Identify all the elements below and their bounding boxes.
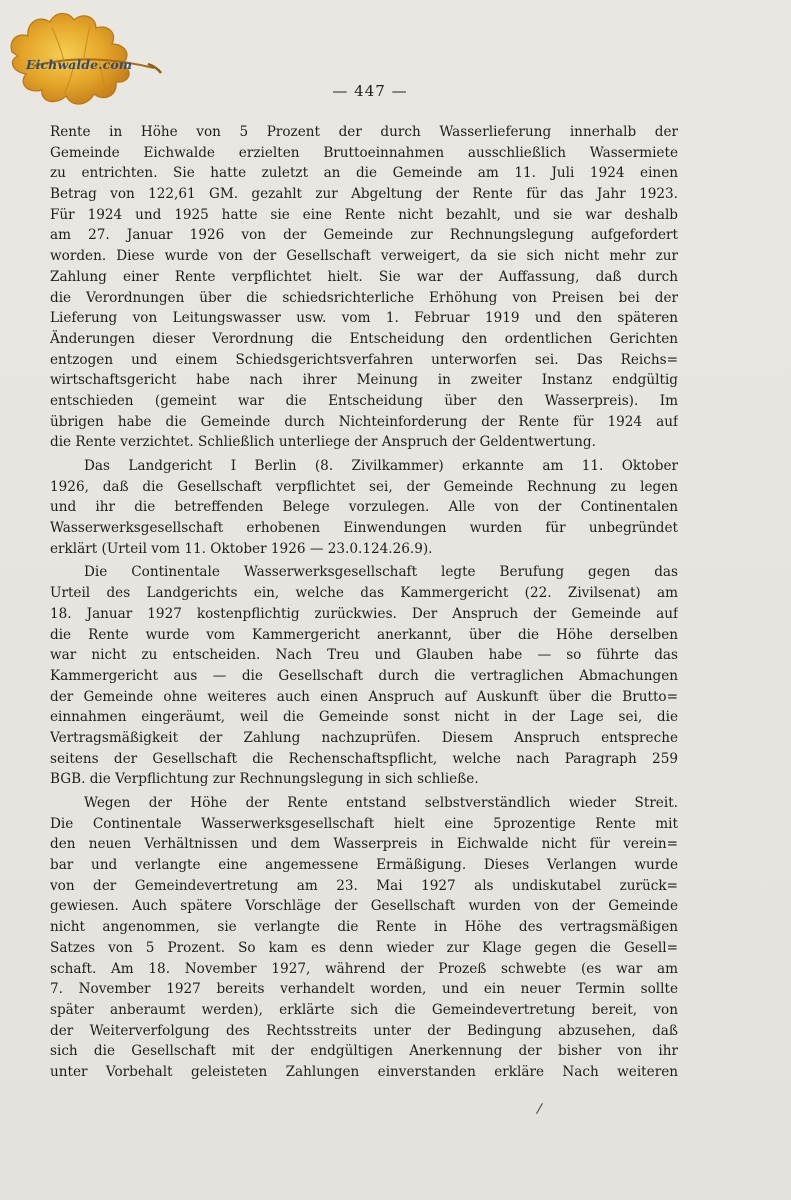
text-line: Wasserwerksgesellschaft erhobenen Einwendungen wurden für unbegründet	[50, 520, 678, 537]
text-line: und ihr die betreffenden Belege vorzulegen. Alle von der Continentalen	[50, 499, 678, 516]
text-line: 1926, daß die Gesellschaft verpflichtet sei, der Gemeinde Rechnung zu legen	[50, 478, 678, 495]
text-line: Die Continentale Wasserwerksgesellschaft hielt eine 5prozentige Rente mit	[50, 815, 678, 832]
text-line: Gemeinde Eichwalde erzielten Bruttoeinnahmen ausschließlich Wassermiete	[50, 144, 678, 161]
text-line: zu entrichten. Sie hatte zuletzt an die Gemeinde am 11. Juli 1924 einen	[50, 165, 678, 182]
text-line: gewiesen. Auch spätere Vorschläge der Gesellschaft wurden von der Gemeinde	[50, 898, 678, 915]
text-line: einnahmen eingeräumt, weil die Gemeinde sonst nicht in der Lage sei, die	[50, 709, 678, 726]
logo-text: Eichwalde.com	[26, 57, 133, 72]
text-line: worden. Diese wurde von der Gesellschaft verweigert, da sie sich nicht mehr zur	[50, 248, 678, 265]
pencil-mark: /	[535, 1100, 544, 1118]
text-line: Satzes von 5 Prozent. So kam es denn wieder zur Klage gegen die Gesell=	[50, 939, 678, 956]
text-line: die Rente verzichtet. Schließlich unterliege der Anspruch der Geldentwertung.	[50, 434, 596, 451]
text-line: Urteil des Landgerichts ein, welche das Kammergericht (22. Zivilsenat) am	[50, 585, 678, 602]
text-line: der Gemeinde ohne weiteres auch einen Anspruch auf Auskunft über die Brutto=	[50, 688, 678, 705]
paragraph-1	[50, 122, 678, 453]
body-text	[50, 122, 678, 1083]
text-line: sich die Gesellschaft mit der endgültigen Anerkennung der bisher von ihr	[50, 1043, 678, 1060]
text-line: bar und verlangte eine angemessene Ermäßigung. Dieses Verlangen wurde	[50, 857, 678, 874]
text-line: die Rente wurde vom Kammergericht anerkannt, über die Höhe derselben	[50, 626, 678, 643]
text-line: nicht angenommen, sie verlangte die Rente in Höhe des vertragsmäßigen	[50, 919, 678, 936]
text-line: 7. November 1927 bereits verhandelt worden, und ein neuer Termin sollte	[50, 981, 678, 998]
text-line: der Weiterverfolgung des Rechtsstreits unter der Bedingung abzusehen, daß	[50, 1022, 678, 1039]
text-line: unter Vorbehalt geleisteten Zahlungen einverstanden erkläre Nach weiteren	[50, 1063, 678, 1080]
text-line: Das Landgericht I Berlin (8. Zivilkammer) erkannte am 11. Oktober	[84, 458, 678, 474]
text-line: Für 1924 und 1925 hatte sie eine Rente nicht bezahlt, und sie war deshalb	[50, 206, 678, 223]
paragraph-2	[50, 456, 678, 559]
text-line: Vertragsmäßigkeit der Zahlung nachzuprüfen. Diesem Anspruch entspreche	[50, 729, 678, 746]
text-line: entschieden (gemeint war die Entscheidung über den Wasserpreis). Im	[50, 392, 678, 409]
text-line: später anberaumt werden), erklärte sich die Gemeindevertretung bereit, von	[50, 1001, 678, 1018]
paragraph-4	[50, 793, 678, 1083]
text-line: entzogen und einem Schiedsgerichtsverfahren unterworfen sei. Das Reichs=	[50, 351, 678, 368]
paragraph-3	[50, 562, 678, 790]
text-line: am 27. Januar 1926 von der Gemeinde zur Rechnungslegung aufgefordert	[50, 227, 678, 244]
text-line: übrigen habe die Gemeinde durch Nichteinforderung der Rente für 1924 auf	[50, 413, 678, 430]
text-line: die Verordnungen über die schiedsrichterliche Erhöhung von Preisen bei der	[50, 289, 678, 306]
text-line: Lieferung von Leitungswasser usw. vom 1. Februar 1919 und den späteren	[50, 310, 678, 327]
page-number: — 447 —	[332, 82, 408, 100]
text-line: erklärt (Urteil vom 11. Oktober 1926 — 23.0.124.26.9).	[50, 540, 433, 557]
text-line: Wegen der Höhe der Rente entstand selbstverständlich wieder Streit.	[84, 795, 678, 811]
text-line: seitens der Gesellschaft die Rechenschaftspflicht, welche nach Paragraph 259	[50, 750, 678, 767]
text-line: war nicht zu entscheiden. Nach Treu und Glauben habe — so führte das	[50, 647, 678, 664]
text-line: BGB. die Verpflichtung zur Rechnungslegung in sich schließe.	[50, 771, 479, 788]
text-line: den neuen Verhältnissen und dem Wasserpreis in Eichwalde nicht für verein=	[50, 836, 678, 853]
text-line: von der Gemeindevertretung am 23. Mai 1927 als undiskutabel zurück=	[50, 877, 678, 894]
text-line: Zahlung einer Rente verpflichtet hielt. Sie war der Auffassung, daß durch	[50, 268, 678, 285]
text-line: 18. Januar 1927 kostenpflichtig zurückwies. Der Anspruch der Gemeinde auf	[50, 605, 678, 622]
text-line: Die Continentale Wasserwerksgesellschaft legte Berufung gegen das	[84, 564, 678, 581]
text-line: Kammergericht aus — die Gesellschaft durch die vertraglichen Abmachungen	[50, 667, 678, 684]
text-line: wirtschaftsgericht habe nach ihrer Meinung in zweiter Instanz endgültig	[50, 372, 678, 389]
text-line: schaft. Am 18. November 1927, während der Prozeß schwebte (es war am	[50, 960, 678, 977]
text-line: Rente in Höhe von 5 Prozent der durch Wasserlieferung innerhalb der	[50, 124, 678, 140]
text-line: Änderungen dieser Verordnung die Entscheidung den ordentlichen Gerichten	[50, 330, 678, 347]
text-line: Betrag von 122,61 GM. gezahlt zur Abgeltung der Rente für das Jahr 1923.	[50, 186, 678, 203]
